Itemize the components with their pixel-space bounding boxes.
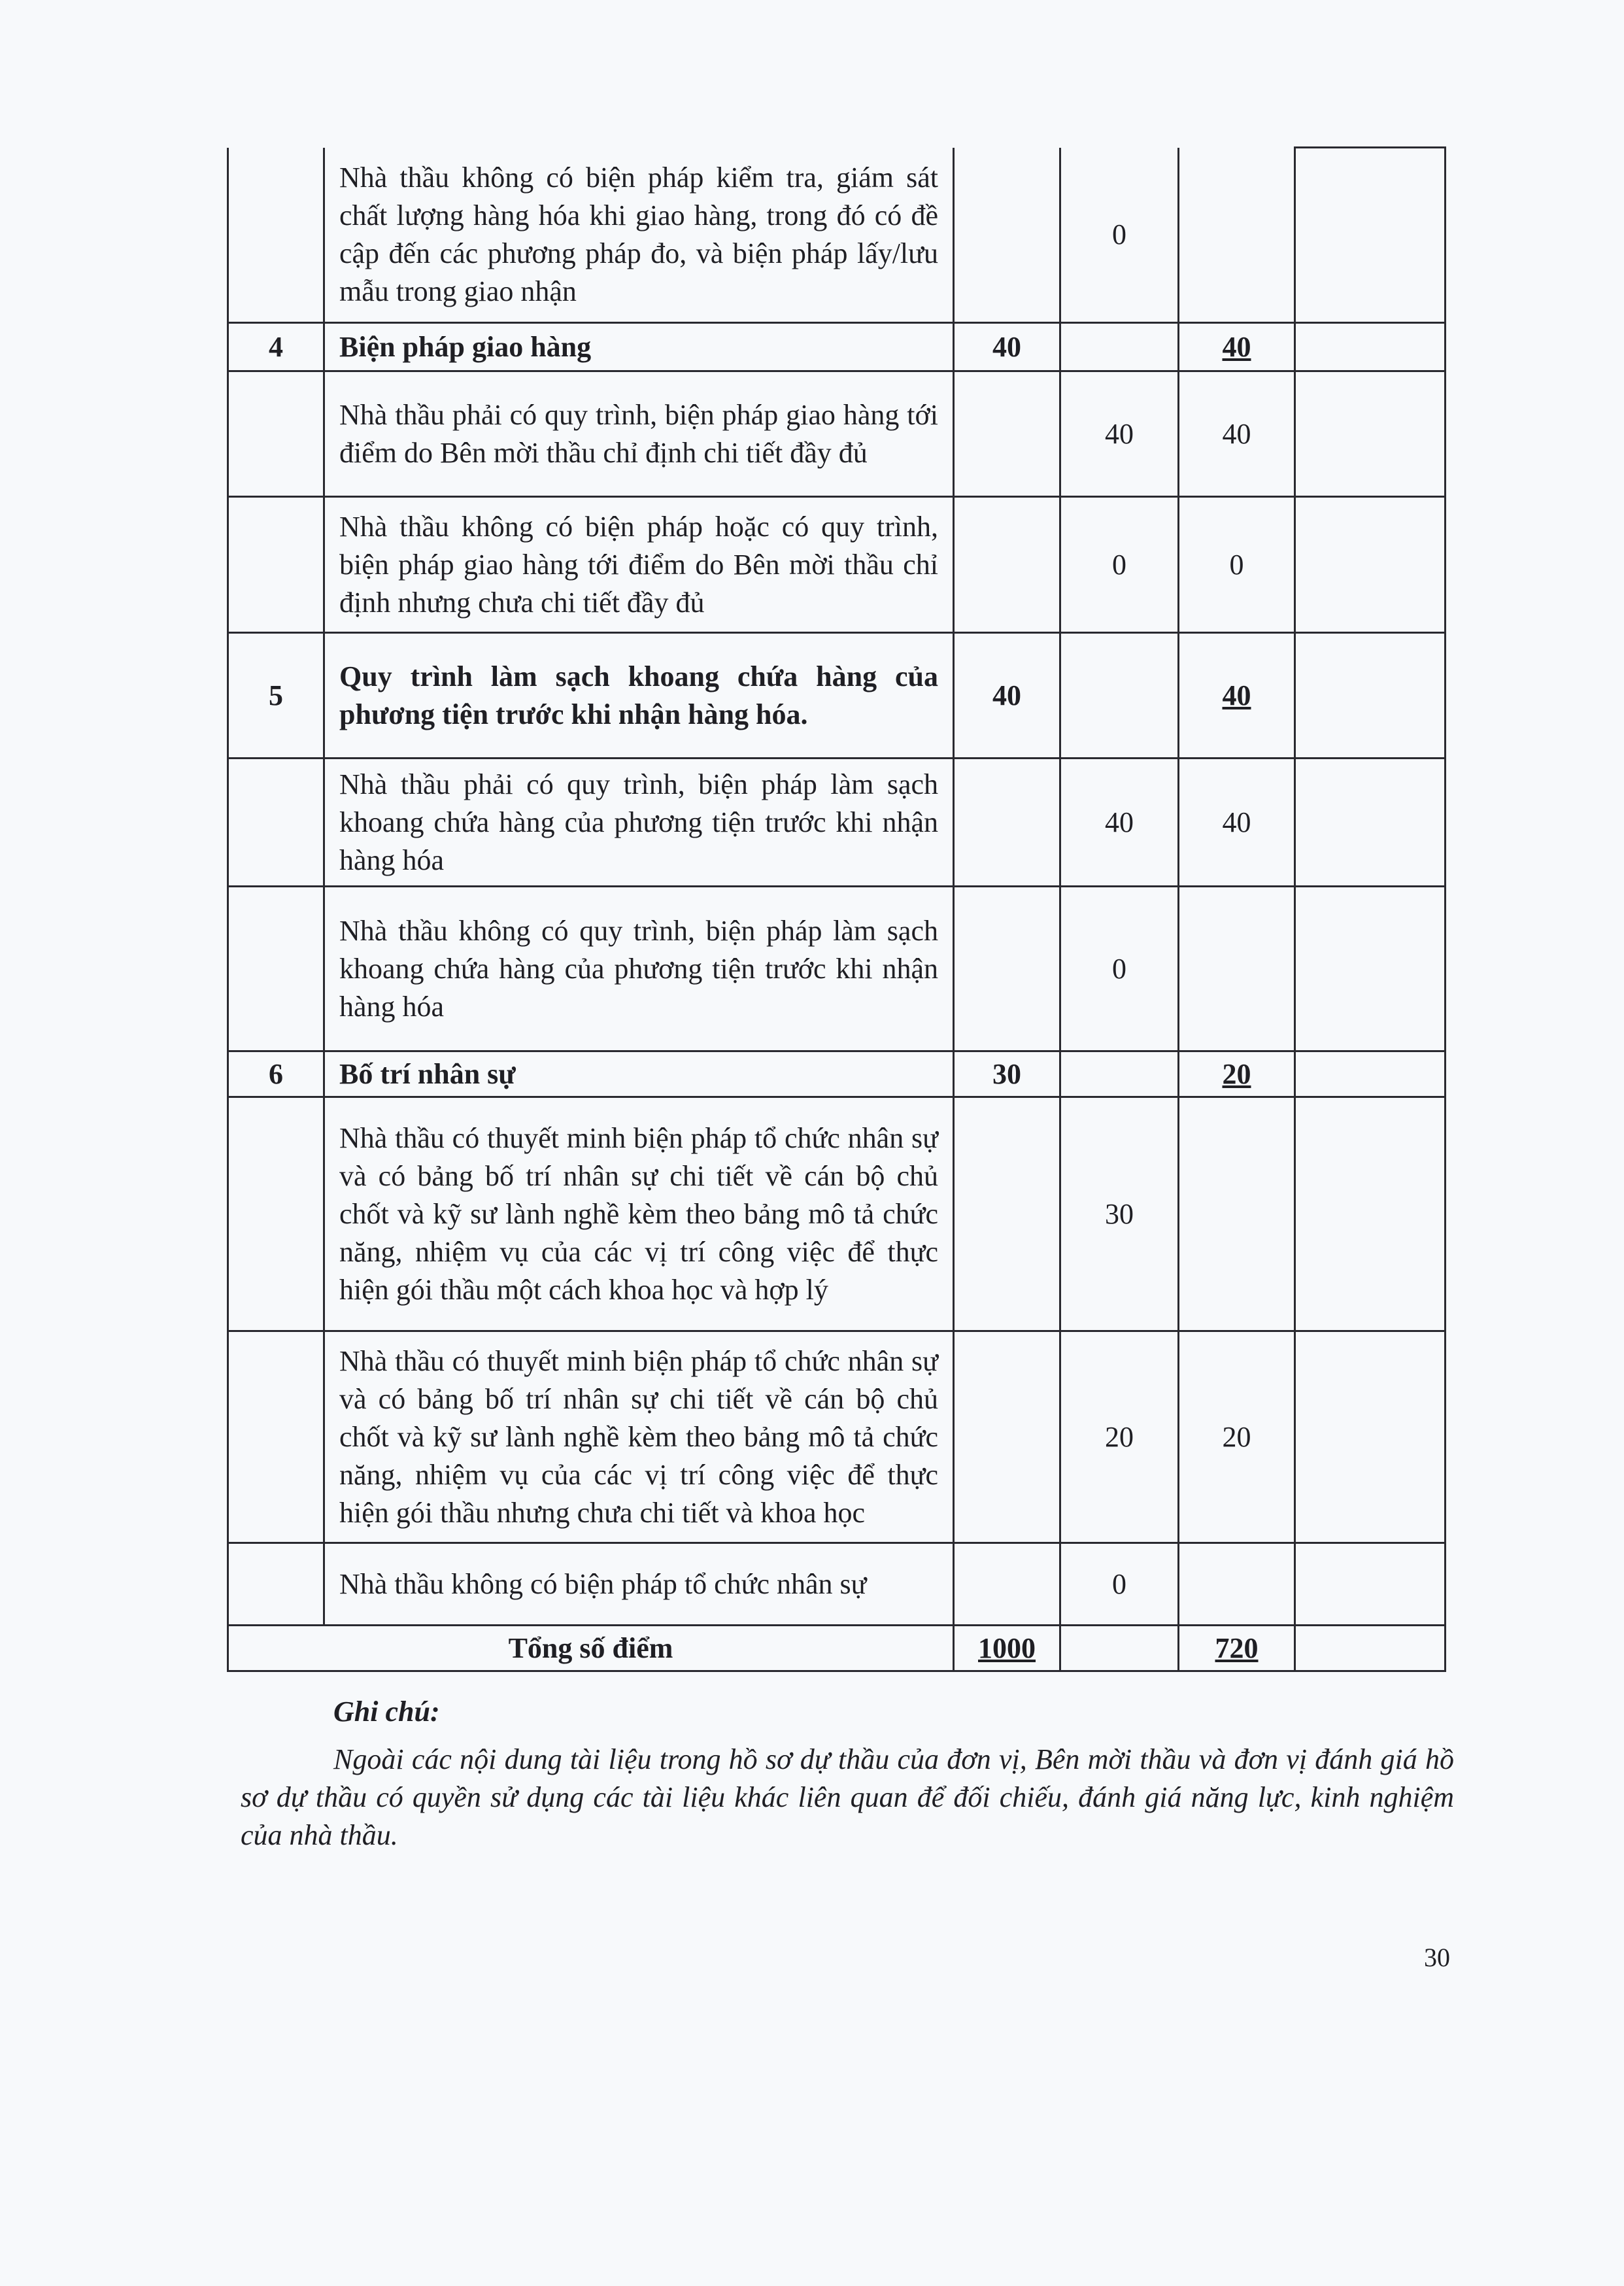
note-body: Ngoài các nội dung tài liệu trong hồ sơ dự thầu của đơn vị, Bên mời thầu và đơn vị đánh giá hồ sơ dự thầu có quyền sử dụng các tài liệu khác liên quan để đối chiếu, đánh giá năng lực, kinh nghiệm của nhà thầu. [241, 1743, 1454, 1851]
criteria-sub-row [228, 1543, 1446, 1626]
criteria-content-cell: Nhà thầu không có biện pháp tổ chức nhân sự [324, 1543, 954, 1626]
note-cell [1295, 1097, 1446, 1331]
note-cell [1295, 497, 1446, 633]
total-max-cell: 1000 [954, 1626, 1060, 1671]
max-score-cell [954, 887, 1060, 1051]
note-cell [1295, 887, 1446, 1051]
detail-score-cell: 0 [1060, 1543, 1179, 1626]
detail-score-cell [1060, 1051, 1179, 1097]
criteria-content-cell: Nhà thầu không có biện pháp kiểm tra, giám sát chất lượng hàng hóa khi giao hàng, trong đó có đề cập đến các phương pháp đo, và biện pháp lấy/lưu mẫu trong giao nhận [324, 148, 954, 323]
criteria-sub-row [228, 497, 1446, 633]
max-score-cell: 40 [954, 633, 1060, 759]
row-number-cell: 6 [228, 1051, 324, 1097]
detail-score-cell [1060, 633, 1179, 759]
total-detail-cell [1060, 1626, 1179, 1671]
detail-score-cell: 20 [1060, 1331, 1179, 1543]
criteria-header-row [228, 1051, 1446, 1097]
note-cell [1295, 148, 1446, 323]
criteria-sub-row [228, 887, 1446, 1051]
detail-score-cell: 30 [1060, 1097, 1179, 1331]
max-score-cell [954, 1543, 1060, 1626]
max-score-cell [954, 148, 1060, 323]
detail-score-cell: 40 [1060, 371, 1179, 497]
total-evaluated-cell: 720 [1179, 1626, 1295, 1671]
evaluated-score-cell: 40 [1179, 759, 1295, 887]
note-cell [1295, 1051, 1446, 1097]
criteria-content-cell: Nhà thầu có thuyết minh biện pháp tổ chức nhân sự và có bảng bố trí nhân sự chi tiết về cán bộ chủ chốt và kỹ sư lành nghề kèm theo bảng mô tả chức năng, nhiệm vụ của các vị trí công việc để thực hiện gói thầu một cách khoa học và hợp lý [324, 1097, 954, 1331]
evaluated-score-cell: 20 [1179, 1331, 1295, 1543]
total-note-cell [1295, 1626, 1446, 1671]
total-row [228, 1626, 1446, 1671]
evaluated-score-cell [1179, 148, 1295, 323]
evaluated-score-cell [1179, 887, 1295, 1051]
max-score-cell [954, 1331, 1060, 1543]
criteria-content-cell: Nhà thầu phải có quy trình, biện pháp giao hàng tới điểm do Bên mời thầu chỉ định chi tiết đầy đủ [324, 371, 954, 497]
detail-score-cell: 0 [1060, 148, 1179, 323]
criteria-content-cell: Bố trí nhân sự [324, 1051, 954, 1097]
page-number: 30 [1424, 1943, 1450, 1972]
evaluated-score-cell: 40 [1179, 371, 1295, 497]
note-cell [1295, 1543, 1446, 1626]
evaluated-score-cell [1179, 1097, 1295, 1331]
row-number-cell: 4 [228, 323, 324, 371]
max-score-cell [954, 497, 1060, 633]
criteria-sub-row [228, 759, 1446, 887]
note-cell [1295, 759, 1446, 887]
note-cell [1295, 1331, 1446, 1543]
scoring-table-body [228, 148, 1446, 1671]
criteria-content-cell: Nhà thầu có thuyết minh biện pháp tổ chức nhân sự và có bảng bố trí nhân sự chi tiết về cán bộ chủ chốt và kỹ sư lành nghề kèm theo bảng mô tả chức năng, nhiệm vụ của các vị trí công việc để thực hiện gói thầu nhưng chưa chi tiết và khoa học [324, 1331, 954, 1543]
row-number-cell [228, 371, 324, 497]
criteria-content-cell: Biện pháp giao hàng [324, 323, 954, 371]
criteria-content-cell: Nhà thầu phải có quy trình, biện pháp làm sạch khoang chứa hàng của phương tiện trước khi nhận hàng hóa [324, 759, 954, 887]
criteria-content-cell: Nhà thầu không có quy trình, biện pháp làm sạch khoang chứa hàng của phương tiện trước khi nhận hàng hóa [324, 887, 954, 1051]
evaluated-score-cell: 40 [1179, 323, 1295, 371]
row-number-cell [228, 1543, 324, 1626]
max-score-cell [954, 1097, 1060, 1331]
evaluated-score-cell: 0 [1179, 497, 1295, 633]
row-number-cell [228, 759, 324, 887]
max-score-cell [954, 371, 1060, 497]
detail-score-cell: 0 [1060, 887, 1179, 1051]
criteria-sub-row [228, 371, 1446, 497]
criteria-header-row [228, 633, 1446, 759]
criteria-content-cell: Quy trình làm sạch khoang chứa hàng của phương tiện trước khi nhận hàng hóa. [324, 633, 954, 759]
detail-score-cell [1060, 323, 1179, 371]
row-number-cell [228, 497, 324, 633]
note-cell [1295, 371, 1446, 497]
criteria-sub-row [228, 1331, 1446, 1543]
row-number-cell [228, 887, 324, 1051]
detail-score-cell: 40 [1060, 759, 1179, 887]
detail-score-cell: 0 [1060, 497, 1179, 633]
criteria-sub-row [228, 148, 1446, 323]
evaluated-score-cell: 20 [1179, 1051, 1295, 1097]
row-number-cell: 5 [228, 633, 324, 759]
max-score-cell: 30 [954, 1051, 1060, 1097]
note-cell [1295, 323, 1446, 371]
note-title: Ghi chú: [333, 1696, 440, 1728]
criteria-content-cell: Nhà thầu không có biện pháp hoặc có quy trình, biện pháp giao hàng tới điểm do Bên mời thầu chỉ định nhưng chưa chi tiết đầy đủ [324, 497, 954, 633]
row-number-cell [228, 1097, 324, 1331]
evaluated-score-cell [1179, 1543, 1295, 1626]
row-number-cell [228, 148, 324, 323]
scoring-table [227, 146, 1446, 1672]
max-score-cell [954, 759, 1060, 887]
total-label-cell: Tổng số điểm [228, 1626, 954, 1671]
criteria-header-row [228, 323, 1446, 371]
row-number-cell [228, 1331, 324, 1543]
max-score-cell: 40 [954, 323, 1060, 371]
note-cell [1295, 633, 1446, 759]
evaluated-score-cell: 40 [1179, 633, 1295, 759]
criteria-sub-row [228, 1097, 1446, 1331]
